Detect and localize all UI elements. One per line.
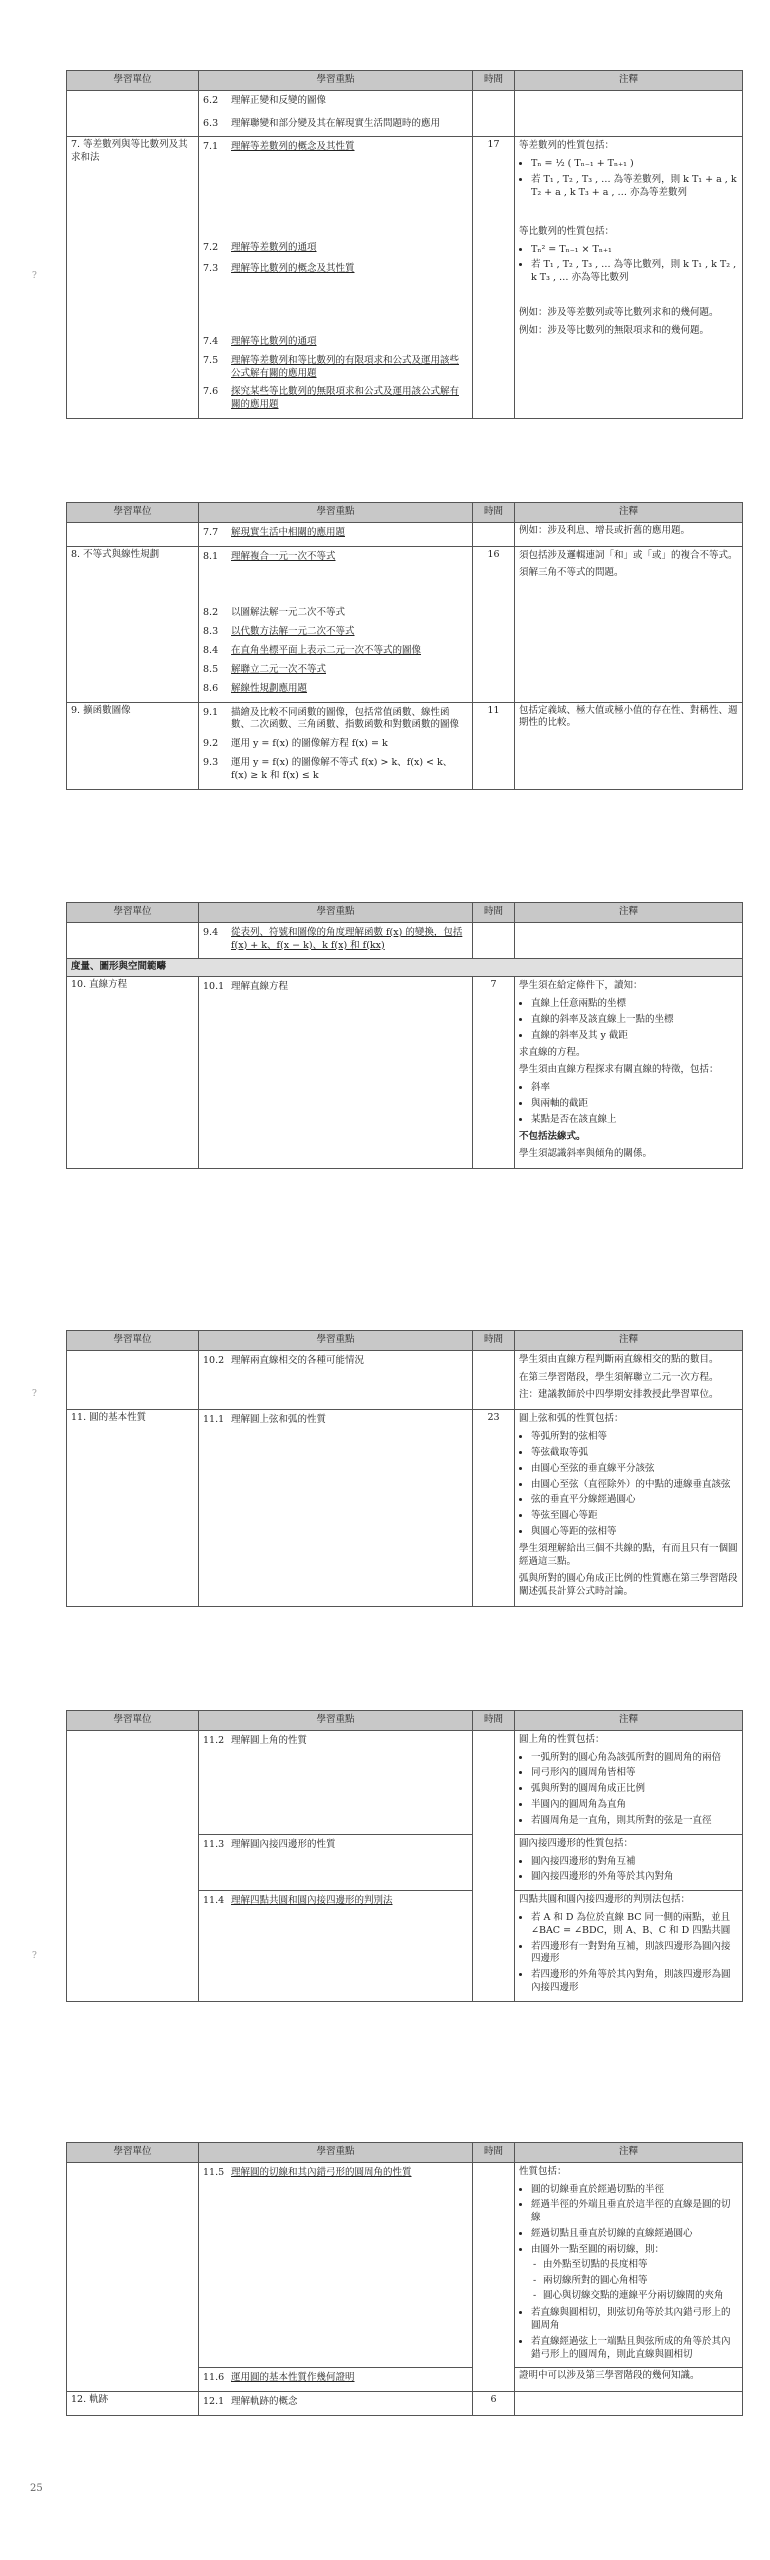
header-notes: 注釋	[515, 71, 743, 91]
table-section-5: 學習單位 學習重點 時間 注釋 11.2 理解圓上角的性質 圓上角的性質包括： • 一弧所對的圓心角為該弧所對的圓周角的兩倍 • 同弓形內的圓周角皆相等 • 弧與所對的圓周角成正比例 • 半圓內的圓周角為直角 • 若圓周角是一直角，則其所對的弦是一直徑 11.3 理解圓內接四邊形的性質 圓內接四邊形的性質包括： • 圓內接四邊形的對角互補 • 圓內接四邊形的外角等於其內對角 11.4 理解四點共圓和圓內接四邊形的判別法 四點共圓和圓內接四邊形的判別法包括： • 若 A 和 D 為位於直線 BC 同一側的兩點，並且 ∠BAC = ∠BDC，則 A、B、C 和 D 四點共圓 • 若四邊形有一對對角互補，則該四邊形為圓內接四邊形 • 若四邊形的外角等於其內對角，則該四邊形為圓內接四邊形	[66, 1710, 742, 2002]
margin-mark: ?	[32, 271, 37, 281]
table-row: 7.7 解現實生活中相關的應用題 例如：涉及利息、增長或折舊的應用題。	[67, 522, 743, 546]
table-row: 11.2 理解圓上角的性質 圓上角的性質包括： • 一弧所對的圓心角為該弧所對的圓周角的兩倍 • 同弓形內的圓周角皆相等 • 弧與所對的圓周角成正比例 • 半圓內的圓周角為直角 • 若圓周角是一直角，則其所對的弦是一直徑	[67, 1730, 743, 1834]
margin-mark: ?	[32, 1951, 37, 1961]
table-row: 8. 不等式與線性規劃 8.1 理解複合一元一次不等式 8.2 以圖解法解一元二次不等式 8.3 以代數方法解一元二次不等式 8.4 在直角坐標平面上表示二元一次不等式的圖像 8.5 解聯立二元一次不等式 8.6 解線性規劃應用題 16 須包括涉及邏輯連詞「和」或「或」的複合不等式。 須解三角不等式的問題。	[67, 546, 743, 702]
table-section-2: 學習單位 學習重點 時間 注釋 7.7 解現實生活中相關的應用題 例如：涉及利息、增長或折舊的應用題。 8. 不等式與線性規劃 8.1 理解複合一元一次不等式 8.2 以圖解法解一元二次不等式 8.3 以代數方法解一元二次不等式 8.4 在直角坐標平面上表示二元一次不等式的圖像 8.5 解聯立二元一次不等式 8.6 解線性規劃應用題 16 須包括涉及邏輯連詞「和」或「或」的複合不等式。 須解三角不等式的問題。 9. 擴函數圖像 9.1 描繪及比較不同函數的圖像，包括常值函數、線性函數、二次函數、三角函數、指數函數和對數函數的圖像 9.2 運用 y = f(x) 的圖像解方程 f(x) = k 9.3 運用 y = f(x) 的圖像解不等式 f(x) > k、f(x) < k、f(x) ≥ k 和 f(x) ≤ k 11 包括定義域、極大值或極小值的存在性、對稱性、週期性的比較。	[66, 502, 742, 790]
table-section-6: 學習單位 學習重點 時間 注釋 11.5 理解圓的切線和其內錯弓形的圓周角的性質 性質包括： • 圓的切線垂直於經過切點的半徑 • 經過半徑的外端且垂直於這半徑的直線是圓的切線 • 經過切點且垂直於切線的直線經過圓心 • 由圓外一點至圓的兩切線，則： - 由外點至切點的長度相等 - 兩切線所對的圓心角相等 - 圓心與切線交點的連線平分兩切線間的夾角 • 若直線與圓相切，則弦切角等於其內錯弓形上的圓周角 • 若直線經過弦上一端點且與弦所成的角等於其內錯弓形上的圓周角，則此直線與圓相切 11.6 運用圓的基本性質作幾何證明 證明中可以涉及第三學習階段的幾何知識。 12. 軌跡 12.1 理解軌跡的概念 6	[66, 2142, 742, 2416]
table-row: 11.4 理解四點共圓和圓內接四邊形的判別法 四點共圓和圓內接四邊形的判別法包括： • 若 A 和 D 為位於直線 BC 同一側的兩點，並且 ∠BAC = ∠BDC，則 A、B、C 和 D 四點共圓 • 若四邊形有一對對角互補，則該四邊形為圓內接四邊形 • 若四邊形的外角等於其內對角，則該四邊形為圓內接四邊形	[67, 1891, 743, 2002]
table-row: 10.2 理解兩直線相交的各種可能情況 學生須由直線方程判斷兩直線相交的點的數目。 在第三學習階段，學生須解聯立二元一次方程。 注：建議教師於中四學期安排教授此學習單位。	[67, 1350, 743, 1409]
table-section-1	[66, 70, 742, 419]
header-unit: 學習單位	[67, 71, 199, 91]
header-time: 時間	[473, 71, 515, 91]
table-row: 11.3 理解圓內接四邊形的性質 圓內接四邊形的性質包括： • 圓內接四邊形的對角互補 • 圓內接四邊形的外角等於其內對角	[67, 1834, 743, 1890]
table-row: 12. 軌跡 12.1 理解軌跡的概念 6	[67, 2392, 743, 2416]
table-section-4: 學習單位 學習重點 時間 注釋 10.2 理解兩直線相交的各種可能情況 學生須由直線方程判斷兩直線相交的點的數目。 在第三學習階段，學生須解聯立二元一次方程。 注：建議教師於中四學期安排教授此學習單位。 11. 圓的基本性質 11.1 理解圓上弦和弧的性質 23 圓上弦和弧的性質包括： • 等弧所對的弦相等 • 等弦截取等弧 • 由圓心至弦的垂直線平分該弦 • 由圓心至弦（直徑除外）的中點的連線垂直該弦 • 弦的垂直平分線經過圓心 • 等弦至圓心等距 • 與圓心等距的弦相等 學生須理解給出三個不共線的點，有而且只有一個圓經過這三點。 弧與所對的圓心角成正比例的性質應在第三學習階段闡述弧長計算公式時討論。	[66, 1330, 742, 1607]
table-row: 6.2 理解正變和反變的圖像 6.3 理解聯變和部分變及其在解現實生活問題時的應用	[67, 90, 743, 137]
table-row: 10. 直線方程 10.1 理解直線方程 7 學生須在給定條件下，讀知： • 直線上任意兩點的坐標 • 直線的斜率及該直線上一點的坐標 • 直線的斜率及其 y 截距 求直線的方程。 學生須由直線方程探求有關直線的特徵，包括： • 斜率 • 與兩軸的截距 • 某點是否在該直線上 不包括法線式。 學生須認識斜率與傾角的關係。	[67, 977, 743, 1169]
table-row: 11.6 運用圓的基本性質作幾何證明 證明中可以涉及第三學習階段的幾何知識。	[67, 2368, 743, 2392]
table-row: 9.4 從表列、符號和圖像的角度理解函數 f(x) 的變換，包括 f(x) + k、f(x − k)、k f(x) 和 f(kx)	[67, 922, 743, 959]
table-row: 11.5 理解圓的切線和其內錯弓形的圓周角的性質 性質包括： • 圓的切線垂直於經過切點的半徑 • 經過半徑的外端且垂直於這半徑的直線是圓的切線 • 經過切點且垂直於切線的直線經過圓心 • 由圓外一點至圓的兩切線，則： - 由外點至切點的長度相等 - 兩切線所對的圓心角相等 - 圓心與切線交點的連線平分兩切線間的夾角 • 若直線與圓相切，則弦切角等於其內錯弓形上的圓周角 • 若直線經過弦上一端點且與弦所成的角等於其內錯弓形上的圓周角，則此直線與圓相切	[67, 2162, 743, 2368]
table-row: 7. 等差數列與等比數列及其求和法 7.1 理解等差數列的概念及其性質 7.2 理解等差數列的通項 7.3 理解等比數列的概念及其性質 7.4 理解等比數列的通項 7.5 理解等差數列和等比數列的有限項求和公式及運用該些公式解有關的應用題 7.6 探究某些等比數列的無限項求和公式及運用該公式解有關的應用題 17 等差數列的性質包括： • Tₙ = ½ ( Tₙ₋₁ + Tₙ₊₁ ) • 若 T₁ , T₂ , T₃ , … 為等差數列，則 k T₁ + a , k T₂ + a , k T₃ + a , … 亦為等差數列 等比數列的性質包括： • Tₙ² = Tₙ₋₁ × Tₙ₊₁ • 若 T₁ , T₂ , T₃ , … 為等比數列，則 k T₁ , k T₂ , k T₃ , … 亦為等比數列 例如：涉及等差數列或等比數列求和的幾何題。 例如：涉及等比數列的無限項求和的幾何題。	[67, 137, 743, 419]
table-row: 11. 圓的基本性質 11.1 理解圓上弦和弧的性質 23 圓上弦和弧的性質包括： • 等弧所對的弦相等 • 等弦截取等弧 • 由圓心至弦的垂直線平分該弦 • 由圓心至弦（直徑除外）的中點的連線垂直該弦 • 弦的垂直平分線經過圓心 • 等弦至圓心等距 • 與圓心等距的弦相等 學生須理解給出三個不共線的點，有而且只有一個圓經過這三點。 弧與所對的圓心角成正比例的性質應在第三學習階段闡述弧長計算公式時討論。	[67, 1410, 743, 1607]
section-band: 度量、圖形與空間範疇	[67, 959, 743, 977]
table-row: 9. 擴函數圖像 9.1 描繪及比較不同函數的圖像，包括常值函數、線性函數、二次函數、三角函數、指數函數和對數函數的圖像 9.2 運用 y = f(x) 的圖像解方程 f(x) = k 9.3 運用 y = f(x) 的圖像解不等式 f(x) > k、f(x) < k、f(x) ≥ k 和 f(x) ≤ k 11 包括定義域、極大值或極小值的存在性、對稱性、週期性的比較。	[67, 702, 743, 789]
margin-mark: ?	[32, 1389, 37, 1399]
page-number: 25	[30, 2483, 43, 2494]
table-section-3: 學習單位 學習重點 時間 注釋 9.4 從表列、符號和圖像的角度理解函數 f(x) 的變換，包括 f(x) + k、f(x − k)、k f(x) 和 f(kx) 度量、圖形與空間範疇 10. 直線方程 10.1 理解直線方程 7 學生須在給定條件下，讀知： • 直線上任意兩點的坐標 • 直線的斜率及該直線上一點的坐標 • 直線的斜率及其 y 截距 求直線的方程。 學生須由直線方程探求有關直線的特徵，包括： • 斜率 • 與兩軸的截距 • 某點是否在該直線上 不包括法線式。 學生須認識斜率與傾角的關係。	[66, 902, 742, 1169]
header-point: 學習重點	[199, 71, 473, 91]
